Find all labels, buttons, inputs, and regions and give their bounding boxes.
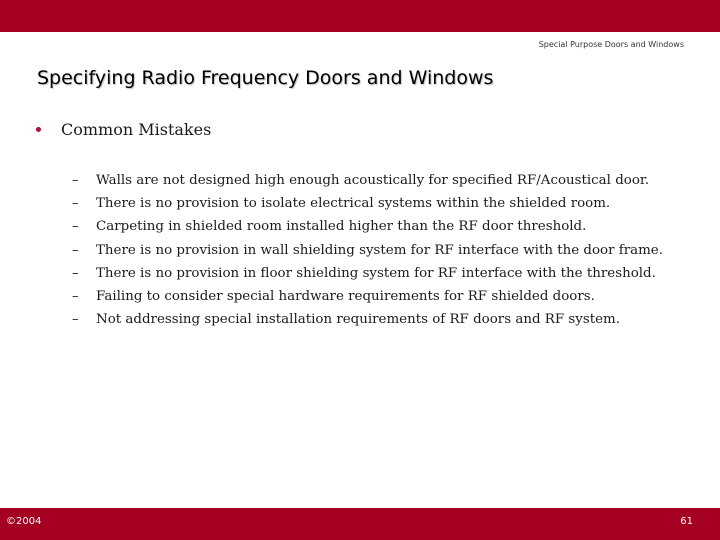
- dash-icon: –: [72, 242, 79, 258]
- list-item-text: Not addressing special installation requirements of RF doors and RF system.: [96, 312, 620, 328]
- dash-icon: –: [72, 219, 79, 235]
- copyright-text: ©2004: [6, 516, 42, 527]
- list-item-text: Walls are not designed high enough acoustically for specified RF/Acoustical door.: [96, 173, 650, 189]
- main-bullet-label: Common Mistakes: [61, 120, 212, 139]
- list-item-text: There is no provision to isolate electrical systems within the shielded room.: [96, 196, 611, 212]
- bullet-dot-icon: [36, 127, 41, 132]
- dash-icon: –: [72, 173, 79, 189]
- dash-icon: –: [72, 196, 79, 212]
- slide-title: Specifying Radio Frequency Doors and Windows: [37, 67, 494, 89]
- list-item-text: Carpeting in shielded room installed higher than the RF door threshold.: [96, 219, 587, 235]
- main-bullet: [36, 120, 211, 139]
- list-item: [72, 239, 663, 262]
- list-item: [72, 262, 663, 285]
- sub-bullet-list: [72, 169, 663, 331]
- top-brand-bar: [0, 0, 720, 32]
- list-item-text: Failing to consider special hardware requirements for RF shielded doors.: [96, 289, 595, 305]
- list-item-text: There is no provision in floor shielding system for RF interface with the threshold.: [96, 265, 656, 281]
- dash-icon: –: [72, 265, 79, 281]
- list-item: [72, 308, 663, 331]
- dash-icon: –: [72, 289, 79, 305]
- running-header: Special Purpose Doors and Windows: [538, 40, 684, 49]
- list-item: [72, 192, 663, 215]
- dash-icon: –: [72, 312, 79, 328]
- page-number: 61: [680, 516, 693, 527]
- bottom-brand-bar: [0, 508, 720, 540]
- list-item-text: There is no provision in wall shielding system for RF interface with the door frame.: [96, 242, 663, 258]
- list-item: [72, 285, 663, 308]
- list-item: [72, 215, 663, 238]
- list-item: [72, 169, 663, 192]
